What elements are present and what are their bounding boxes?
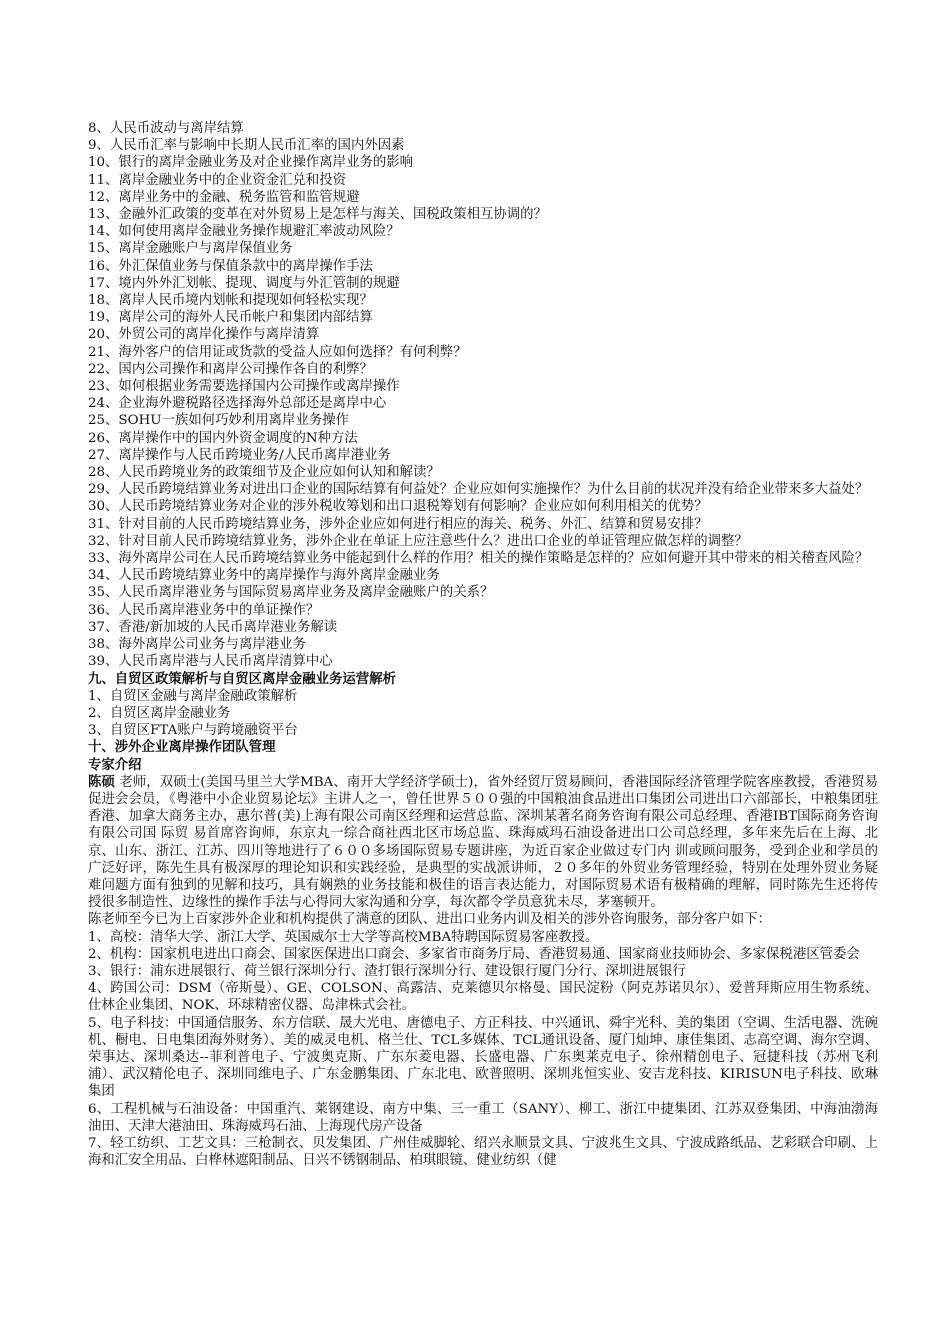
outline-item: 22、国内公司操作和离岸公司操作各自的利弊？ bbox=[88, 361, 373, 377]
outline-item: 23、如何根据业务需要选择国内公司操作或离岸操作 bbox=[88, 379, 400, 395]
expert-service-intro: 陈老师至今已为上百家涉外企业和机构提供了满意的团队、进出口业务内训及相关的涉外咨询服务，部分客户如下： bbox=[88, 912, 771, 928]
client-category: 2、机构：国家机电进出口商会、国家医保进出口商会、多家省市商务厅局、香港贸易通、国家商业技师协会、多家保税港区管委会 bbox=[88, 946, 860, 962]
outline-item: 35、人民币离岸港业务与国际贸易离岸业务及离岸金融账户的关系？ bbox=[88, 585, 494, 601]
outline-item: 24、企业海外避税路径选择海外总部还是离岸中心 bbox=[88, 396, 387, 412]
outline-item: 2、自贸区离岸金融业务 bbox=[88, 705, 231, 721]
outline-item: 14、如何使用离岸金融业务操作规避汇率波动风险？ bbox=[88, 224, 400, 240]
outline-item: 15、离岸金融账户与离岸保值业务 bbox=[88, 241, 293, 257]
outline-item: 11、离岸金融业务中的企业资金汇兑和投资 bbox=[88, 172, 347, 188]
expert-name: 陈硕 bbox=[88, 774, 115, 790]
outline-item: 37、香港/新加坡的人民币离岸港业务解读 bbox=[88, 619, 338, 635]
section-10-title: 十、涉外企业离岸操作团队管理 bbox=[88, 740, 276, 756]
section-9-title: 九、自贸区政策解析与自贸区离岸金融业务运营解析 bbox=[88, 671, 396, 687]
client-category: 3、银行：浦东进展银行、荷兰银行深圳分行、渣打银行深圳分行、建设银行厦门分行、深圳进展银行 bbox=[88, 963, 686, 979]
outline-item: 9、人民币汇率与影响中长期人民币汇率的国内外因素 bbox=[88, 138, 405, 154]
outline-item: 33、海外离岸公司在人民币跨境结算业务中能起到什么样的作用？相关的操作策略是怎样的？应如何避开其中带来的相关稽查风险？ bbox=[88, 551, 869, 567]
outline-item: 39、人民币离岸港与人民币离岸清算中心 bbox=[88, 654, 333, 670]
course-outline-list-a bbox=[88, 120, 878, 671]
expert-heading: 专家介绍 bbox=[88, 757, 142, 773]
outline-item: 27、离岸操作与人民币跨境业务/人民币离岸港业务 bbox=[88, 447, 391, 463]
outline-item: 30、人民币跨境结算业务对企业的涉外税收筹划和出口退税筹划有何影响？企业应如何利用相关的优势？ bbox=[88, 499, 708, 515]
outline-item: 8、人民币波动与离岸结算 bbox=[88, 121, 244, 136]
outline-item: 28、人民币跨境业务的政策细节及企业应如何认知和解读？ bbox=[88, 465, 440, 481]
outline-item: 12、离岸业务中的金融、税务监管和监管规避 bbox=[88, 189, 360, 205]
outline-item: 26、离岸操作中的国内外资金调度的N种方法 bbox=[88, 430, 358, 446]
expert-bio-text: 老师，双硕士(美国马里兰大学MBA、南开大学经济学硕士)，省外经贸厅贸易顾问，香港国际经济管理学院客座教授，香港贸易促进会会员，《粤港中小企业贸易论坛》主讲人之一，曾任世界５００强的中国粮油食品进出口集团公司进出口六部部长，中粮集团驻香港、加拿大商务主办，惠尔普(美)上海有限公司南区经理和运营总监、深圳某著名商务咨询有限公司总经理、香港IBT国际商务咨询有限公司国 际贸 易首席咨询师，东京丸一综合商社西北区市场总监、珠海威玛石油设备进出口公司总经理，多年来先后在上海、北京、山东、浙江、江苏、四川等地进行了６００多场国际贸易专题讲座，为近百家企业做过专门内 训或顾问服务，受到企业和学员的广泛好评，陈先生具有极深厚的理论知识和实践经验，是典型的实战派讲师，２０多年的外贸业务管理经验，特别在处理外贸业务疑难问题方面有独到的见解和技巧，具有娴熟的业务技能和极佳的语言表达能力，对国际贸易术语有极精确的理解，同时陈先生还将传授很多制造性、边缘性的操作手法与心得同大家沟通和分享，每次都令学员意犹未尽，茅塞顿开。 bbox=[88, 774, 878, 911]
outline-item: 13、金融外汇政策的变革在对外贸易上是怎样与海关、国税政策相互协调的？ bbox=[88, 207, 547, 223]
client-category: 7、轻工纺织、工艺文具：三枪制衣、贝发集团、广州佳威脚轮、绍兴永顺景文具、宁波兆生文具、宁波成路纸品、艺彩联合印刷、上海和汇安全用品、白桦林遮阳制品、日兴不锈钢制品、柏琪眼镜、健业纺织（健 bbox=[88, 1135, 878, 1169]
outline-item: 21、海外客户的信用证或货款的受益人应如何选择？有何利弊？ bbox=[88, 344, 467, 360]
client-category: 6、工程机械与石油设备：中国重汽、莱钢建设、南方中集、三一重工（SANY）、柳工、浙江中捷集团、江苏双登集团、中海油渤海油田、天津大港油田、珠海威玛石油、上海现代房产设备 bbox=[88, 1101, 878, 1134]
outline-item: 32、针对目前人民币跨境结算业务，涉外企业在单证上应注意些什么？进出口企业的单证管理应做怎样的调整？ bbox=[88, 533, 748, 549]
outline-item: 25、SOHU一族如何巧妙利用离岸业务操作 bbox=[88, 413, 350, 429]
client-list bbox=[88, 929, 878, 1170]
outline-item: 16、外汇保值业务与保值条款中的离岸操作手法 bbox=[88, 258, 373, 274]
outline-item: 29、人民币跨境结算业务对进出口企业的国际结算有何益处？企业应如何实施操作？为什么目前的状况并没有给企业带来多大益处？ bbox=[88, 482, 869, 498]
outline-item: 18、离岸人民币境内划帐和提现如何轻松实现？ bbox=[88, 293, 373, 309]
outline-item: 3、自贸区FTA账户与跨境融资平台 bbox=[88, 723, 298, 739]
outline-item: 10、银行的离岸金融业务及对企业操作离岸业务的影响 bbox=[88, 155, 414, 171]
course-outline-list-b bbox=[88, 688, 878, 740]
outline-item: 38、海外离岸公司业务与离岸港业务 bbox=[88, 637, 306, 653]
expert-bio-paragraph bbox=[88, 774, 878, 912]
client-category: 1、高校：清华大学、浙江大学、英国威尔士大学等高校MBA特聘国际贸易客座教授。 bbox=[88, 929, 599, 945]
outline-item: 36、人民币离岸港业务中的单证操作？ bbox=[88, 602, 320, 618]
outline-item: 19、离岸公司的海外人民币帐户和集团内部结算 bbox=[88, 310, 373, 326]
outline-item: 1、自贸区金融与离岸金融政策解析 bbox=[88, 688, 298, 704]
outline-item: 34、人民币跨境结算业务中的离岸操作与海外离岸金融业务 bbox=[88, 568, 440, 584]
outline-item: 17、境内外外汇划帐、提现、调度与外汇管制的规避 bbox=[88, 275, 400, 291]
outline-item: 31、针对目前的人民币跨境结算业务，涉外企业应如何进行相应的海关、税务、外汇、结算和贸易安排？ bbox=[88, 516, 708, 532]
client-category: 5、电子科技：中国通信服务、东方信联、晟大光电、唐德电子、方正科技、中兴通讯、舜宇光科、美的集团（空调、生活电器、洗碗机、橱电、日电集团海外财务）、美的威灵电机、格兰仕、TCL多媒体、TCL通讯设备、厦门灿坤、康佳集团、志高空调、海尔空调、荣事达、深圳桑达--菲利普电子、宁波奥克斯、广东东菱电器、长盛电器、广东奥莱克电子、徐州精创电子、冠捷科技（苏州飞利浦）、武汉精伦电子、深圳同维电子、广东金鹏集团、广东北电、欧普照明、深圳兆恒实业、安吉龙科技、KIRISUN电子科技、欧琳集团 bbox=[88, 1015, 878, 1100]
client-category: 4、跨国公司：DSM（帝斯曼）、GE、COLSON、高露洁、克莱德贝尔格曼、国民淀粉（阿克苏诺贝尔）、爱普拜斯应用生物系统、仕林企业集团、NOK、环球精密仪器、岛津株式会社。 bbox=[88, 981, 878, 1014]
outline-item: 20、外贸公司的离岸化操作与离岸清算 bbox=[88, 327, 320, 343]
document-page bbox=[88, 120, 878, 1169]
